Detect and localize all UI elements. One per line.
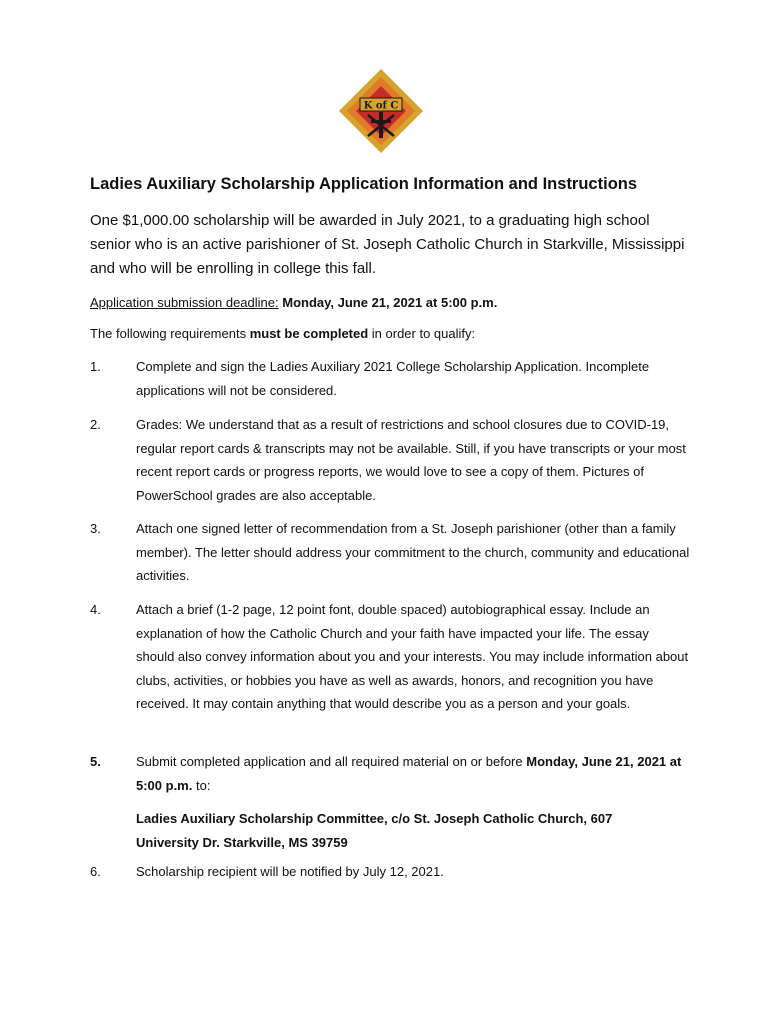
list-text: Attach one signed letter of recommendation from a St. Joseph parishioner (other than a family member). The letter should address your commitment to the church, community and educational activities. (136, 521, 690, 583)
list-text: Complete and sign the Ladies Auxiliary 2021 College Scholarship Application. Incomplete applications will not be considered. (136, 359, 650, 398)
list-number: 6. (90, 864, 101, 879)
knights-of-columbus-emblem (338, 68, 424, 154)
list-item (90, 517, 690, 588)
page-title: Ladies Auxiliary Scholarship Application Information and Instructions (90, 175, 638, 193)
list-item (90, 413, 690, 507)
submit-text: Submit completed application and all required material on or before (136, 754, 527, 769)
intro-paragraph: One $1,000.00 scholarship will be awarded in July 2021, to a graduating high school senior who is an active parishioner of St. Joseph Catholic Church in Starkville, Mississippi and who will be enrolling in college this fall. (90, 212, 685, 277)
list-number: 1. (90, 359, 101, 374)
requirements-intro-emphasis: must be completed (249, 326, 369, 341)
deadline-label: Application submission deadline: (90, 295, 279, 310)
list-number: 4. (90, 602, 101, 617)
list-number: 2. (90, 417, 101, 432)
deadline-value: Monday, June 21, 2021 at 5:00 p.m. (282, 295, 498, 310)
list-text: Attach a brief (1-2 page, 12 point font, double spaced) autobiographical essay. Include an explanation of how the Catholic Church and your faith have impacted your life. The essay should also convey information about you and your interests. You may include information about clubs, activities, or hobbies you have as well as awards, honors, and recognition you have received. It may contain anything that would describe you as a person and your goals. (136, 602, 689, 711)
list-number: 3. (90, 521, 101, 536)
emblem-initials: K of C (363, 100, 399, 112)
list-item (90, 355, 690, 402)
requirements-intro-text: The following requirements (90, 326, 250, 341)
list-item (90, 860, 690, 884)
list-number: 5. (90, 754, 101, 769)
requirements-intro (90, 326, 475, 341)
list-text: Scholarship recipient will be notified by July 12, 2021. (136, 864, 444, 879)
list-item (90, 598, 690, 716)
list-item (90, 750, 690, 797)
submit-text-end: to: (192, 777, 211, 793)
deadline-line (90, 295, 497, 310)
mailing-address: Ladies Auxiliary Scholarship Committee, c/o St. Joseph Catholic Church, 607 University Dr. Starkville, MS 39759 (136, 811, 613, 850)
list-text: Grades: We understand that as a result of restrictions and school closures due to COVID-19, regular report cards & transcripts may not be available. Still, if you have transcripts or your most recent report cards or progress reports, we would love to see a copy of them. Pictures of PowerSchool grades are also acceptable. (136, 417, 686, 503)
list-text (136, 750, 690, 797)
submit-deadline: Monday, June 21, 2021 at 5:00 p.m. (136, 754, 682, 793)
requirements-intro-end: in order to qualify: (368, 326, 476, 341)
